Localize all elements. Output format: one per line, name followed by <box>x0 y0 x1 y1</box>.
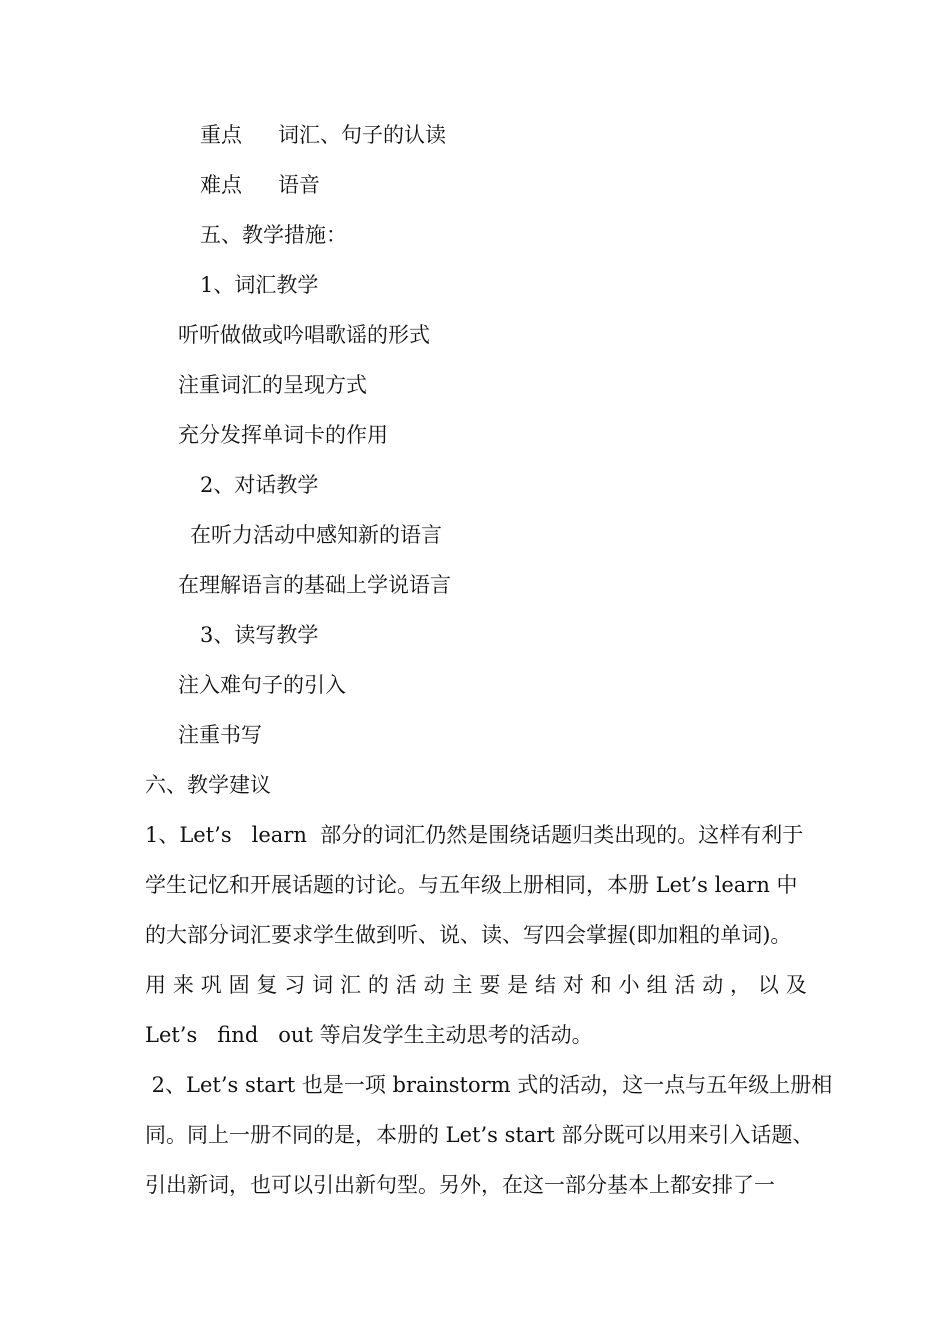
dialogue-item: 在理解语言的基础上学说语言 <box>178 573 451 597</box>
vocab-item: 听听做做或吟唱歌谣的形式 <box>178 323 430 347</box>
justified-char: 巩 <box>200 973 222 997</box>
paragraph-line: 同。同上一册不同的是，本册的 Let’s start 部分既可以用来引入话题、 <box>145 1123 814 1147</box>
justified-char: 结 <box>535 973 557 997</box>
justified-char: 复 <box>256 973 278 997</box>
justified-char: 汇 <box>340 973 362 997</box>
justified-char: 词 <box>312 973 334 997</box>
justified-char: 主 <box>451 973 473 997</box>
justified-char: 来 <box>172 973 194 997</box>
readwrite-item: 注入难句子的引入 <box>178 673 346 697</box>
readwrite-item: 注重书写 <box>178 723 262 747</box>
paragraph-line: 的大部分词汇要求学生做到听、说、读、写四会掌握(即加粗的单词)。 <box>145 923 792 947</box>
justified-char: 活 <box>674 973 696 997</box>
justified-char: 对 <box>562 973 584 997</box>
justified-char: 以 <box>757 973 779 997</box>
justified-char: 的 <box>367 973 389 997</box>
readwrite-heading: 3、读写教学 <box>200 623 319 647</box>
justified-char: 是 <box>507 973 529 997</box>
vocab-heading: 1、词汇教学 <box>200 273 319 297</box>
justified-char: 小 <box>618 973 640 997</box>
section6-heading: 六、教学建议 <box>145 773 271 797</box>
difficulty-label: 难点 <box>200 173 242 197</box>
section5-heading: 五、教学措施： <box>200 223 347 247</box>
paragraph-line: 1、Let’s learn 部分的词汇仍然是围绕话题归类出现的。这样有利于 <box>145 823 804 847</box>
justified-char: 固 <box>228 973 250 997</box>
justified-char: 用 <box>145 973 166 997</box>
vocab-item: 注重词汇的呈现方式 <box>178 373 367 397</box>
focus-label: 重点 <box>200 123 242 147</box>
vocab-item: 充分发挥单词卡的作用 <box>178 423 388 447</box>
focus-line <box>200 120 446 150</box>
justified-char: 动 <box>423 973 445 997</box>
justified-char: 要 <box>479 973 501 997</box>
justified-char: 组 <box>646 973 668 997</box>
justified-char: 习 <box>284 973 306 997</box>
difficulty-line <box>200 170 320 200</box>
paragraph-line: 学生记忆和开展话题的讨论。与五年级上册相同，本册 Let’s learn 中 <box>145 873 798 897</box>
dialogue-item: 在听力活动中感知新的语言 <box>190 523 442 547</box>
justified-char: ， <box>730 973 752 997</box>
paragraph-line: 引出新词，也可以引出新句型。另外，在这一部分基本上都安排了一 <box>145 1173 775 1197</box>
justified-char: 活 <box>395 973 417 997</box>
justified-char: 及 <box>785 973 807 997</box>
paragraph-line-justified <box>145 970 807 1000</box>
focus-text: 词汇、句子的认读 <box>278 123 446 147</box>
dialogue-heading: 2、对话教学 <box>200 473 319 497</box>
paragraph-line: 2、Let’s start 也是一项 brainstorm 式的活动，这一点与五年级上册相 <box>145 1073 833 1097</box>
justified-char: 和 <box>590 973 612 997</box>
justified-char: 动 <box>702 973 724 997</box>
difficulty-text: 语音 <box>278 173 320 197</box>
paragraph-line: Let’s find out 等启发学生主动思考的活动。 <box>145 1023 593 1047</box>
